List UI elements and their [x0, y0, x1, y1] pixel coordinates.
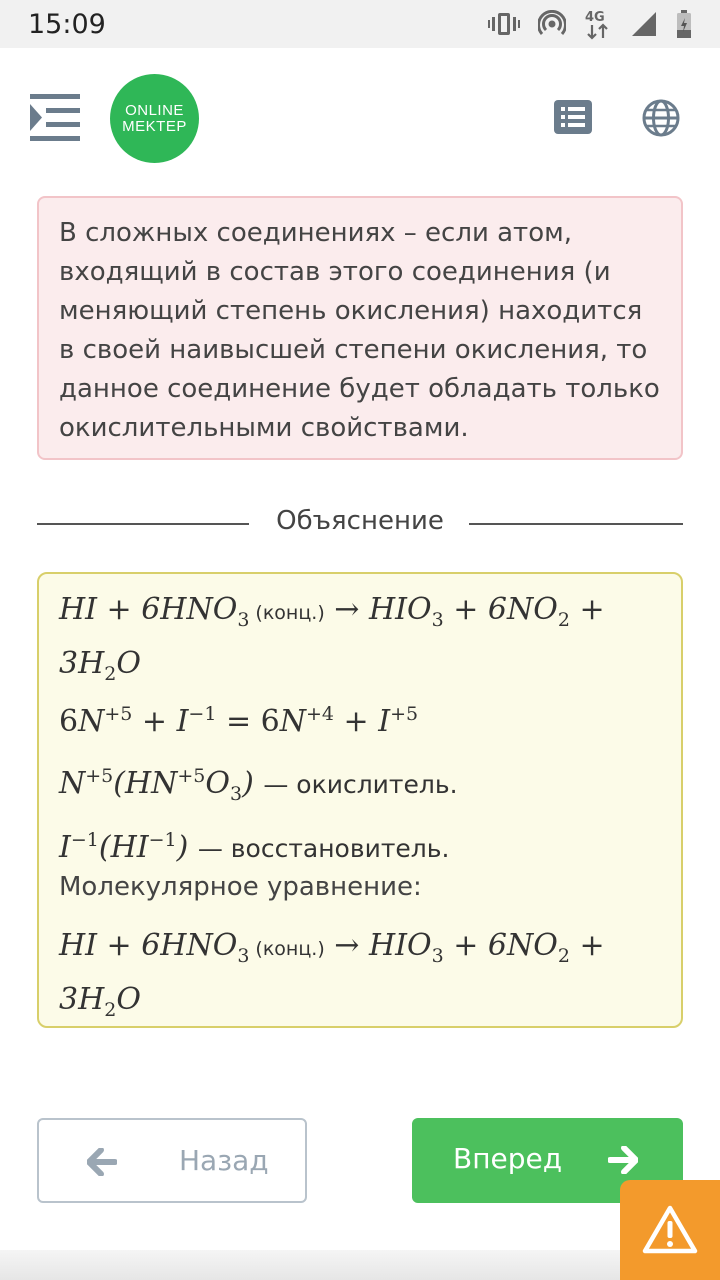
status-bar [0, 0, 720, 48]
oxidizer-text: — окислитель. [263, 770, 458, 799]
explanation-box [37, 572, 683, 1028]
network-label: 4G [585, 10, 605, 25]
network-4g-icon [584, 8, 612, 40]
warning-icon [642, 1204, 698, 1254]
info-box [37, 196, 683, 460]
logo-line1: ONLINE [125, 101, 184, 119]
app-header [0, 48, 720, 188]
list-icon [554, 100, 592, 134]
molecular-label: Молекулярное уравнение: [59, 872, 422, 902]
status-icons [488, 8, 692, 40]
conc-label-2: (конц.) [255, 938, 325, 960]
equation-reaction: HI + $6HNO_3$ (конц.) → $HIO_3 + 6NO_2$ + $3H_2O$ [59, 592, 605, 685]
oxidizer-line: $N^{+5}(HN^{+5}O_3)$ — окислитель. [59, 765, 458, 805]
logo[interactable] [110, 74, 199, 163]
signal-icon [630, 10, 658, 38]
back-label: Назад [179, 1144, 269, 1177]
globe-icon [642, 99, 680, 137]
bottom-bar [0, 1250, 620, 1280]
hotspot-icon [538, 10, 566, 38]
language-button[interactable] [642, 99, 680, 137]
conc-label: (конц.) [255, 602, 325, 624]
report-error-button[interactable] [620, 1180, 720, 1280]
menu-button[interactable] [30, 94, 82, 142]
reducer-text: — восстановитель. [197, 834, 450, 863]
status-time: 15:09 [28, 9, 106, 40]
vibrate-icon [488, 11, 520, 37]
battery-icon [676, 10, 692, 38]
arrow-left-icon [87, 1148, 117, 1176]
equation-molecular: HI + $6HNO_3$ (конц.) → $HIO_3 + 6NO_2$ + $3H_2O$ [59, 928, 605, 1021]
next-label: Вперед [453, 1142, 563, 1175]
reducer-line: $I^{-1}(HI^{-1})$ — восстановитель. [59, 829, 450, 865]
explanation-divider [37, 504, 683, 544]
logo-line2: MEKTEP [122, 117, 187, 135]
menu-icon [30, 94, 82, 142]
equation-electron-balance: $6N^{+5} + I^{-1} = 6N^{+4} + I^{+5}$ [59, 703, 419, 739]
divider-line-right [469, 523, 683, 525]
info-text: В сложных соединениях – если атом, входящий в состав этого соединения (и меняющий степень окисления) находится в своей наивысшей степени окисления, то данное соединение будет обладать только окислительными свойствами. [59, 218, 660, 443]
back-button[interactable] [37, 1118, 307, 1203]
divider-label: Объяснение [276, 506, 444, 536]
list-button[interactable] [554, 100, 592, 134]
arrow-right-icon [608, 1146, 638, 1174]
